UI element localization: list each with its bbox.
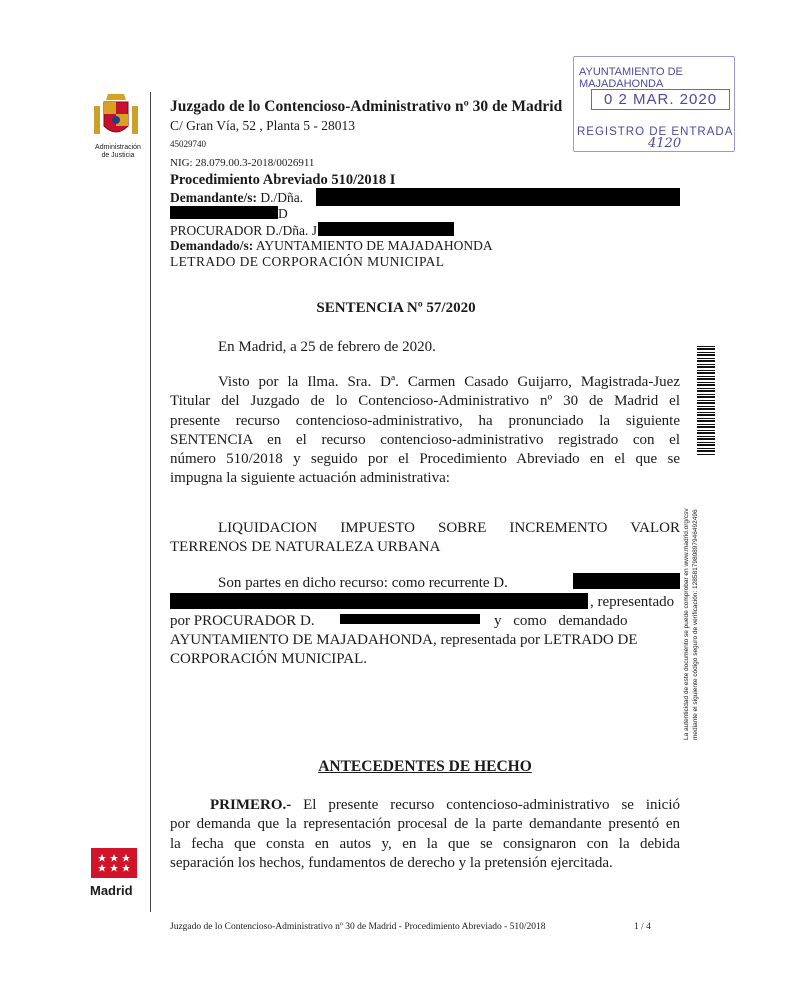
liquidacion-block: [170, 519, 680, 558]
redaction-block: [573, 573, 680, 589]
partes-line5: CORPORACIÓN MUNICIPAL.: [170, 651, 367, 667]
csv-line2: mediante el siguiente código seguro de verificación: 1285817980897946492496: [692, 509, 699, 740]
demandado-value: AYUNTAMIENTO DE MAJADAHONDA: [255, 238, 493, 253]
barcode-icon: [697, 345, 715, 455]
redaction-block: [170, 593, 588, 609]
sentencia-title: SENTENCIA Nº 57/2020: [316, 300, 476, 316]
stamp-number: 4120: [648, 136, 682, 151]
page-number: 1 / 4: [634, 922, 651, 932]
primero-paragraph: [170, 796, 680, 873]
vertical-rule: [150, 92, 151, 912]
visto-line: SENTENCIA en el recurso contencioso-administrativo registrado con el: [170, 431, 680, 448]
primero-line: por demanda que la representación procesal de la parte demandante presentó en: [170, 816, 680, 833]
visto-line: presente recurso contencioso-administrativo, ha pronunciado la siguiente: [170, 412, 680, 429]
csv-line1: La autenticidad de este documento se puede comprobar en www.madrid.org/csv: [683, 508, 690, 740]
court-title: Juzgado de lo Contencioso-Administrativo nº 30 de Madrid: [170, 98, 563, 115]
madrid-flag-icon: [91, 848, 137, 878]
court-code: 45029740: [170, 139, 206, 149]
visto-paragraph: [170, 373, 680, 489]
primero-line: [170, 796, 680, 815]
section-title: ANTECEDENTES DE HECHO: [318, 758, 532, 775]
demandante-cont: D: [278, 206, 288, 221]
liquidacion-line: TERRENOS DE NATURALEZA URBANA: [170, 539, 441, 556]
demandado-line: [170, 238, 493, 254]
primero-line: la fecha que consta en autos y, en la que se consignaron con la debida: [170, 835, 680, 852]
court-address: C/ Gran Vía, 52 , Planta 5 - 28013: [170, 118, 355, 133]
primero-line: separación los hechos, fundamentos de derecho y la pretensión ejercitada.: [170, 854, 613, 871]
visto-line: número 510/2018 y seguido por el Procedimiento Abreviado en el que se: [170, 451, 680, 468]
nig-number: NIG: 28.079.00.3-2018/0026911: [170, 157, 315, 169]
partes-line2: , representado: [590, 594, 675, 610]
partes-line3a: por PROCURADOR D.: [170, 613, 315, 629]
primero-label: PRIMERO.-: [210, 797, 292, 813]
procedure-title: Procedimiento Abreviado 510/2018 I: [170, 172, 396, 188]
procurador-line: PROCURADOR D./Dña. J: [170, 223, 318, 238]
place-date: En Madrid, a 25 de febrero de 2020.: [218, 339, 436, 355]
registry-stamp: [573, 56, 735, 152]
stamp-date: 0 2 MAR. 2020: [591, 89, 730, 110]
primero-text: El presente recurso contencioso-administrativo se inició: [291, 797, 680, 813]
csv-side-text: [682, 440, 700, 740]
stamp-line1: AYUNTAMIENTO DE MAJADAHONDA: [579, 66, 683, 90]
redaction-block: [316, 188, 680, 206]
redaction-block: [340, 614, 480, 624]
madrid-label: Madrid: [90, 883, 133, 898]
footer-text: Juzgado de lo Contencioso-Administrativo nº 30 de Madrid - Procedimiento Abreviado - 510/2018: [170, 922, 546, 932]
demandante-value: D./Dña.: [260, 190, 304, 205]
letrado-line: LETRADO DE CORPORACIÓN MUNICIPAL: [170, 254, 445, 269]
partes-line3b: y como demandado: [494, 613, 628, 629]
visto-line: impugna la siguiente actuación administrativa:: [170, 470, 450, 487]
coat-of-arms-icon: [90, 92, 142, 144]
redaction-block: [170, 206, 278, 219]
visto-line: Titular del Juzgado de lo Contencioso-Administrativo nº 30 de Madrid el: [170, 393, 680, 410]
redaction-block: [318, 222, 454, 236]
demandado-label: Demandado/s:: [170, 238, 254, 253]
demandante-line: [170, 190, 303, 206]
partes-line1: Son partes en dicho recurso: como recurrente D.: [218, 575, 508, 591]
liquidacion-line: LIQUIDACION IMPUESTO SOBRE INCREMENTO VALOR: [218, 520, 680, 536]
visto-line: Visto por la Ilma. Sra. Dª. Carmen Casado Guijarro, Magistrada-Juez: [218, 374, 680, 390]
demandante-label: Demandante/s:: [170, 190, 257, 205]
admin-justicia-label: Administración de Justicia: [95, 144, 141, 159]
partes-line4: AYUNTAMIENTO DE MAJADAHONDA, representada por LETRADO DE: [170, 632, 638, 648]
stamp-line3: REGISTRO DE ENTRADA: [577, 126, 734, 138]
